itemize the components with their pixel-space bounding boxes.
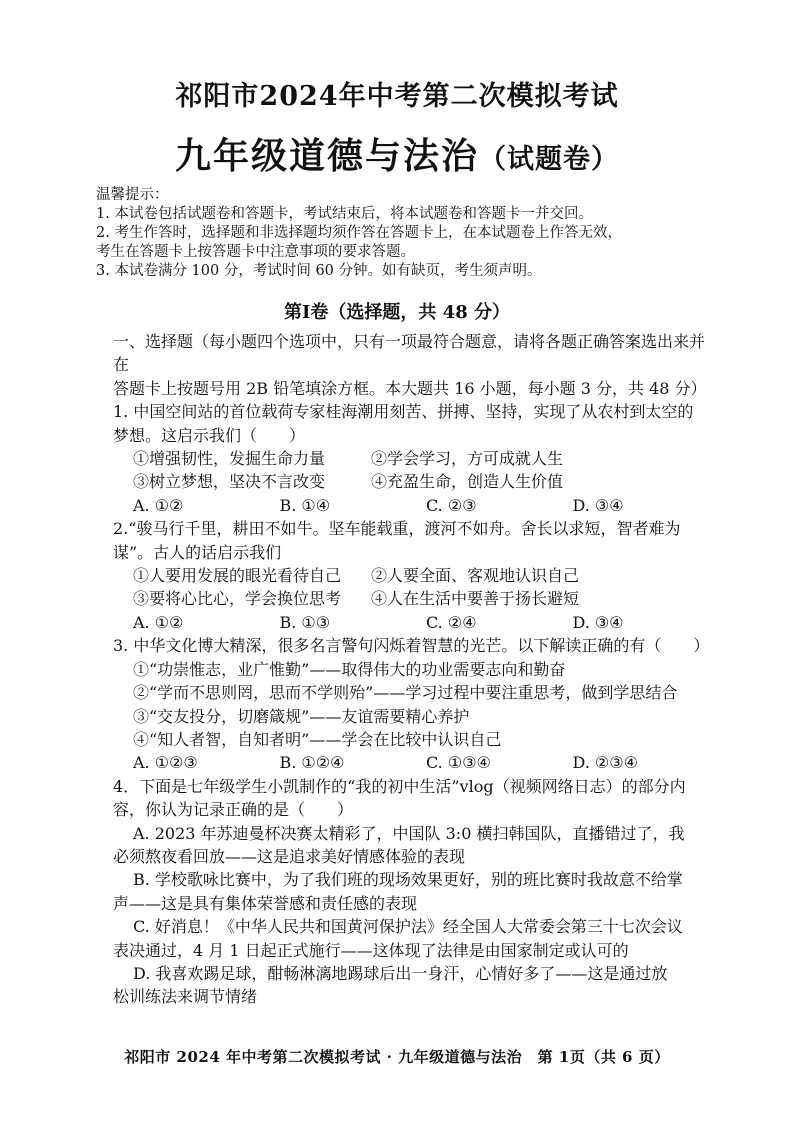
question-2-stem: 2.“骏马行千里，耕田不如牛。坚车能载重，渡河不如舟。舍长以求短，智者难为: [113, 519, 681, 539]
choice-a: A. ①②: [133, 612, 184, 632]
tips-line: 1. 本试卷包括试题卷和答题卡，考试结束后，将本试题卷和答题卡一并交回。: [96, 206, 593, 222]
instructions-line: 一、选择题（每小题四个选项中，只有一项最符合题意，请将各题正确答案选出来并在: [113, 332, 706, 375]
question-1-choices: [113, 494, 719, 517]
item: ③要将心比心，学会换位思考: [133, 589, 342, 609]
tips-line: 考生在答题卡上按答题卡中注意事项的要求答题。: [96, 244, 415, 260]
item: ④人在生活中要善于扬长避短: [371, 589, 580, 609]
question-4-stem: 容，你认为记录正确的是（ ）: [113, 800, 354, 820]
tips-block: [96, 186, 736, 281]
question-3-line: ③“交友投分，切磨箴规”——友谊需要精心养护: [133, 706, 470, 726]
question-4-option-d-cont: 松训练法来调节情绪: [113, 987, 258, 1007]
question-2-stem: 谋”。古人的话启示我们: [113, 542, 282, 562]
section-title: 第Ⅰ卷（选择题，共 48 分）: [283, 302, 510, 323]
paper-type: （试题卷）: [479, 144, 619, 175]
item: ③树立梦想，坚决不言改变: [133, 472, 326, 492]
question-1-items: [113, 470, 719, 493]
question-3-line: ①“功崇惟志，业广惟勤”——取得伟大的功业需要志向和勤奋: [133, 659, 566, 679]
question-4-option-c: C. 好消息！《中华人民共和国黄河保护法》经全国人大常委会第三十七次会议: [133, 917, 683, 937]
subject-name: 九年级道德与法治: [174, 135, 479, 177]
choice-c: C. ①③④: [426, 753, 491, 773]
item: ②人要全面、客观地认识自己: [371, 566, 580, 586]
question-3-stem: 3. 中华文化博大精深，很多名言警句闪烁着智慧的光芒。以下解读正确的有（ ）: [113, 636, 710, 656]
question-2-choices: [113, 611, 719, 634]
question-1-stem: 1. 中国空间站的首位载荷专家桂海潮用刻苦、拼搏、坚持，实现了从农村到太空的: [113, 402, 694, 422]
page-footer: 祁阳市 2024 年中考第二次模拟考试 · 九年级道德与法治 第 1页（共 6 页）: [124, 1048, 670, 1066]
question-1-stem: 梦想。这启示我们（ ）: [113, 425, 306, 445]
instructions-line: 答题卡上按题号用 2B 铅笔填涂方框。本大题共 16 小题，每小题 3 分，共 48 分）: [113, 378, 707, 398]
question-4-stem: 4．下面是七年级学生小凯制作的“我的初中生活”vlog（视频网络日志）的部分内: [113, 776, 686, 796]
item: ②学会学习，方可成就人生: [371, 449, 564, 469]
question-4-option-d: D. 我喜欢踢足球，酣畅淋漓地踢球后出一身汗，心情好多了——这是通过放: [133, 963, 668, 983]
question-4-option-a-cont: 必须熬夜看回放——这是追求美好情感体验的表现: [113, 846, 466, 866]
question-2-items: [113, 564, 719, 587]
question-3-choices: [113, 751, 719, 774]
question-4-option-c-cont: 表决通过，4 月 1 日起正式施行——这体现了法律是由国家制定或认可的: [113, 940, 629, 960]
item: ①人要用发展的眼光看待自己: [133, 566, 342, 586]
question-1-items: [113, 447, 719, 470]
question-3-line: ②“学而不思则罔，思而不学则殆”——学习过程中要注重思考，做到学思结合: [133, 683, 678, 703]
choice-d: D. ③④: [572, 612, 624, 632]
question-4-option-b: B. 学校歌咏比赛中，为了我们班的现场效果更好，别的班比赛时我故意不给掌: [133, 870, 683, 890]
tips-line: 3. 本试卷满分 100 分，考试时间 60 分钟。如有缺页，考生须声明。: [96, 263, 542, 279]
tips-line: 2. 考生作答时，选择题和非选择题均须作答在答题卡上，在本试题卷上作答无效，: [96, 225, 622, 241]
subject-title: [0, 128, 794, 179]
tips-heading: 温馨提示：: [96, 187, 169, 203]
choice-b: B. ①③: [279, 612, 331, 632]
question-3-line: ④“知人者智，自知者明”——学会在比较中认识自己: [133, 729, 502, 749]
choice-c: C. ②③: [426, 495, 477, 515]
choice-d: D. ②③④: [572, 753, 638, 773]
question-4-option-b-cont: 声——这是具有集体荣誉感和责任感的表现: [113, 893, 418, 913]
choice-b: B. ①④: [279, 495, 331, 515]
choice-b: B. ①②④: [279, 753, 345, 773]
choice-d: D. ③④: [572, 495, 624, 515]
questions-body: [113, 330, 719, 1009]
choice-c: C. ②④: [426, 612, 477, 632]
exam-title: 祁阳市2024年中考第二次模拟考试: [175, 81, 619, 112]
choice-a: A. ①②: [133, 495, 184, 515]
choice-a: A. ①②③: [133, 753, 198, 773]
question-2-items: [113, 587, 719, 610]
question-4-option-a: A. 2023 年苏迪曼杯决赛太精彩了，中国队 3:0 横扫韩国队，直播错过了，我: [133, 823, 685, 843]
item: ④充盈生命，创造人生价值: [371, 472, 564, 492]
item: ①增强韧性，发掘生命力量: [133, 449, 326, 469]
